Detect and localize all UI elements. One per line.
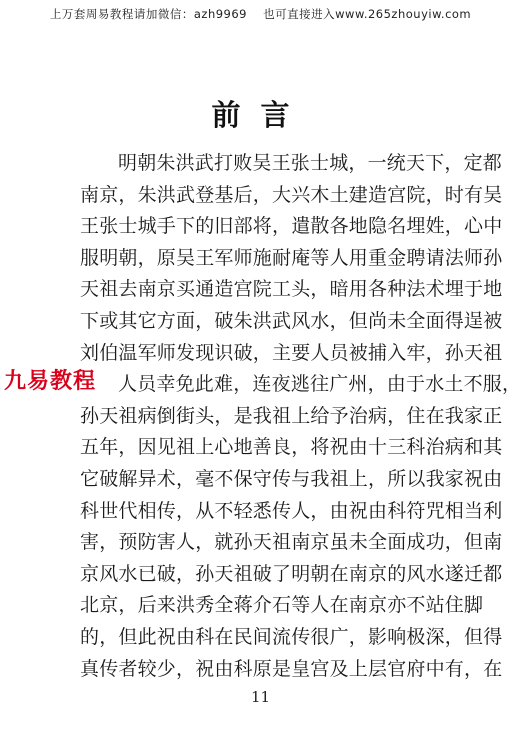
body-line: 明朝朱洪武打败吴王张士城，一统天下，定都 xyxy=(118,152,503,174)
body-line: 害，预防害人，就孙天祖南京虽未全面成功，但南 xyxy=(80,531,503,554)
page-title: 前言 xyxy=(211,98,310,132)
body-line: 孙天祖病倒街头，是我祖上给予治病，住在我家正 xyxy=(80,404,503,427)
body-line: 科世代相传，从不轻悉传人，由祝由科符咒相当利 xyxy=(80,499,503,522)
body-line: 北京，后来洪秀全蒋介石等人在南京亦不站住脚 xyxy=(80,594,484,617)
body-line: 下或其它方面，破朱洪武风水，但尚未全面得逞被 xyxy=(80,309,503,332)
body-text xyxy=(80,148,521,685)
page-header xyxy=(0,6,521,22)
body-line: 它破解异术，毫不保守传与我祖上，所以我家祝由 xyxy=(80,467,503,490)
body-line: 的，但此祝由科在民间流传很广，影响极深，但得 xyxy=(80,625,503,648)
body-line: 南京，朱洪武登基后，大兴木土建造宫院，时有吴 xyxy=(80,183,503,206)
body-line: 人员幸免此难，连夜逃往广州，由于水土不服， xyxy=(118,373,521,396)
body-line: 五年，因见祖上心地善良，将祝由十三科治病和其 xyxy=(80,436,503,459)
body-line: 刘伯温军师发现识破，主要人员被捕入牢，孙天祖 xyxy=(80,341,503,364)
body-line: 天祖去南京买通造宫院工头，暗用各种法术埋于地 xyxy=(80,278,503,301)
header-wechat-text: 上万套周易教程请加微信：azh9969 xyxy=(49,7,247,21)
body-line: 服明朝，原吴王军师施耐庵等人用重金聘请法师孙 xyxy=(80,246,503,269)
body-line: 京风水已破，孙天祖破了明朝在南京的风水遂迁都 xyxy=(80,562,503,585)
watermark-logo: 九易教程 xyxy=(4,369,97,394)
header-website-text: 也可直接进入www.265zhouyiw.com xyxy=(263,7,472,21)
page-number: 11 xyxy=(250,688,271,706)
body-line: 真传者较少，祝由科原是皇宫及上层官府中有，在 xyxy=(80,657,503,680)
body-line: 王张士城手下的旧部将，遣散各地隐名埋姓，心中 xyxy=(80,215,503,238)
